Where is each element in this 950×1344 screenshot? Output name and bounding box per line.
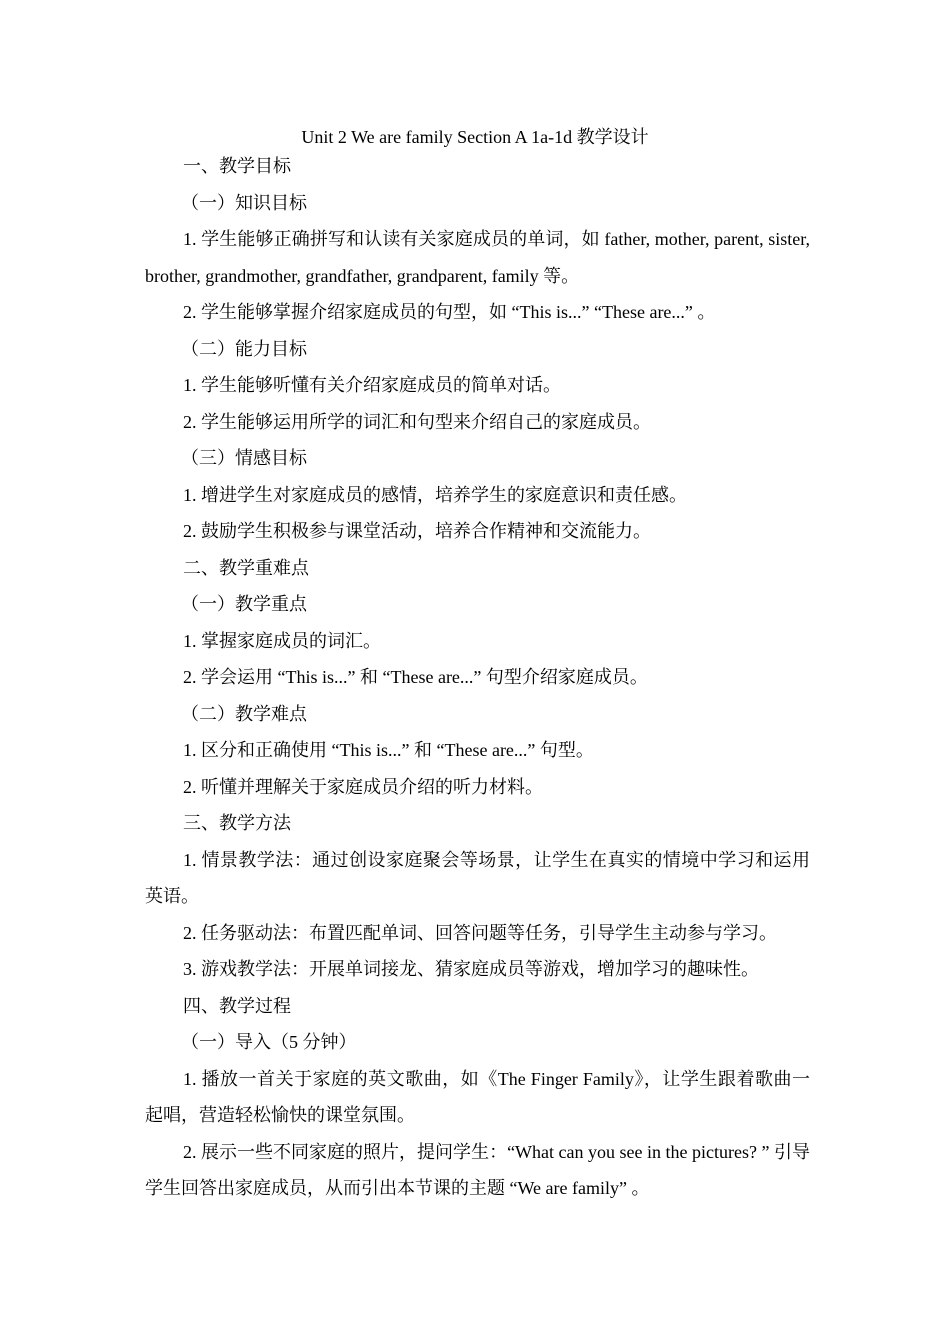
paragraph: 1. 增进学生对家庭成员的感情，培养学生的家庭意识和责任感。 bbox=[183, 484, 687, 505]
section-heading-key-points: 二、教学重难点 bbox=[183, 557, 309, 578]
paragraph: 2. 展示一些不同家庭的照片，提问学生：“What can you see in the pictures? ” 引导学生回答出家庭成员，从而引出本节课的主题 “We are family” 。 bbox=[145, 1141, 810, 1198]
paragraph: 1. 区分和正确使用 “This is...” 和 “These are...” 句型。 bbox=[183, 740, 594, 760]
paragraph: 2. 学会运用 “This is...” 和 “These are...” 句型介绍家庭成员。 bbox=[183, 667, 648, 687]
paragraph: 1. 学生能够听懂有关介绍家庭成员的简单对话。 bbox=[183, 375, 561, 395]
subsection-heading-knowledge: （一）知识目标 bbox=[181, 192, 307, 213]
document-body bbox=[145, 148, 810, 1207]
paragraph: 2. 任务驱动法：布置匹配单词、回答问题等任务，引导学生主动参与学习。 bbox=[183, 922, 777, 943]
subsection-heading-focus: （一）教学重点 bbox=[181, 594, 307, 614]
paragraph: 1. 播放一首关于家庭的英文歌曲，如《The Finger Family》，让学生跟着歌曲一起唱，营造轻松愉快的课堂氛围。 bbox=[145, 1068, 810, 1125]
paragraph: 2. 学生能够运用所学的词汇和句型来介绍自己的家庭成员。 bbox=[183, 411, 651, 432]
subsection-heading-ability: （二）能力目标 bbox=[181, 338, 307, 359]
paragraph: 2. 听懂并理解关于家庭成员介绍的听力材料。 bbox=[183, 776, 543, 797]
subsection-heading-difficulty: （二）教学难点 bbox=[181, 703, 307, 724]
paragraph: 1. 学生能够正确拼写和认读有关家庭成员的单词，如 father, mother, parent, sister, brother, grandmother, grandfather, grandparent, family 等。 bbox=[145, 229, 810, 286]
section-heading-objectives: 一、教学目标 bbox=[183, 156, 291, 176]
subsection-heading-emotion: （三）情感目标 bbox=[181, 448, 307, 468]
paragraph: 2. 学生能够掌握介绍家庭成员的句型，如 “This is...” “These are...” 。 bbox=[183, 302, 716, 322]
document-title: Unit 2 We are family Section A 1a-1d 教学设计 bbox=[301, 127, 649, 147]
section-heading-methods: 三、教学方法 bbox=[183, 813, 291, 833]
section-heading-process: 四、教学过程 bbox=[183, 995, 291, 1016]
paragraph: 2. 鼓励学生积极参与课堂活动，培养合作精神和交流能力。 bbox=[183, 521, 651, 541]
paragraph: 1. 情景教学法：通过创设家庭聚会等场景，让学生在真实的情境中学习和运用英语。 bbox=[145, 849, 810, 906]
subsection-heading-intro: （一）导入（5 分钟） bbox=[181, 1032, 357, 1052]
paragraph: 3. 游戏教学法：开展单词接龙、猜家庭成员等游戏，增加学习的趣味性。 bbox=[183, 959, 759, 979]
paragraph: 1. 掌握家庭成员的词汇。 bbox=[183, 630, 381, 651]
